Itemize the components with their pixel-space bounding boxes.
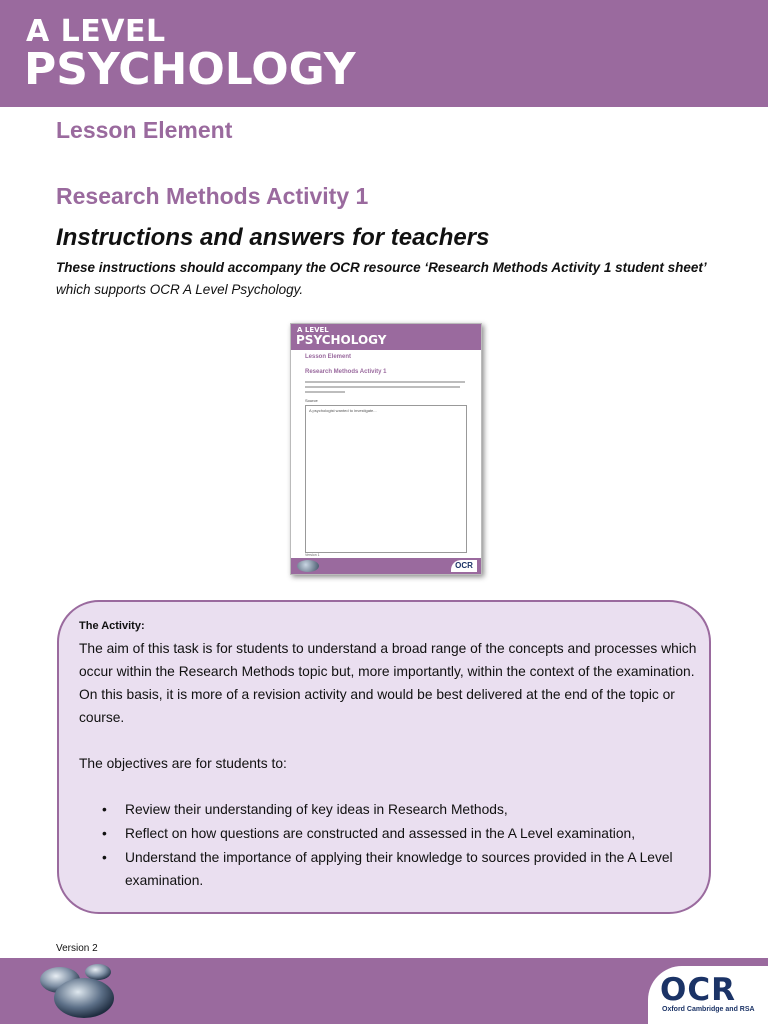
bullet-icon: • <box>102 826 107 841</box>
version-label: Version 2 <box>56 943 98 954</box>
thumbnail-text-line <box>305 391 345 393</box>
thumbnail-source-label: Source <box>305 398 318 403</box>
objectives-list <box>79 798 699 893</box>
student-sheet-thumbnail <box>290 323 482 575</box>
activity-title: Research Methods Activity 1 <box>56 183 369 209</box>
objective-item <box>79 798 699 821</box>
globes-icon <box>36 962 126 1022</box>
objectives-intro: The objectives are for students to: <box>79 756 287 771</box>
thumbnail-source-box <box>305 405 467 553</box>
thumbnail-brand-level: A LEVEL <box>297 326 329 334</box>
thumbnail-brand-psychology: PSYCHOLOGY <box>296 333 387 347</box>
activity-label: The Activity: <box>79 620 145 632</box>
lesson-element-heading: Lesson Element <box>56 117 233 143</box>
ocr-tagline: Oxford Cambridge and RSA <box>662 1006 755 1013</box>
thumbnail-text-line <box>305 381 465 383</box>
intro-text <box>56 257 716 301</box>
thumbnail-activity-title: Research Methods Activity 1 <box>305 369 387 375</box>
objective-item <box>79 822 699 845</box>
instructions-heading: Instructions and answers for teachers <box>56 224 490 251</box>
brand-level: A LEVEL <box>26 14 166 49</box>
thumbnail-ocr-logo: OCR <box>451 560 477 572</box>
thumbnail-text-line <box>305 386 460 388</box>
objective-text: Reflect on how questions are constructed and assessed in the A Level examination, <box>125 826 636 841</box>
bullet-icon: • <box>102 802 107 817</box>
objective-item <box>79 846 699 892</box>
activity-paragraph: The aim of this task is for students to understand a broad range of the concepts and processes which occur within the Research Methods topic but, more importantly, within the context of the examination. On this basis, it is more of a revision activity and would be best delivered at the end of the topic or course. <box>79 641 697 725</box>
brand-psychology: PSYCHOLOGY <box>24 44 356 95</box>
thumbnail-box-text: A psychologist wanted to investigate... <box>309 408 377 413</box>
thumbnail-version: Version 1 <box>305 553 320 557</box>
ocr-logo: OCR <box>660 972 736 1008</box>
thumbnail-lesson-element: Lesson Element <box>305 354 352 360</box>
bullet-icon: • <box>102 850 107 865</box>
objective-text: Review their understanding of key ideas in Research Methods, <box>125 802 508 817</box>
intro-rest: which supports OCR A Level Psychology. <box>56 282 304 297</box>
intro-bold: These instructions should accompany the OCR resource ‘Research Methods Activity 1 student sheet’ <box>56 260 707 275</box>
objective-text: Understand the importance of applying their knowledge to sources provided in the A Level examination. <box>125 850 673 888</box>
thumbnail-globe-icon <box>297 560 319 572</box>
